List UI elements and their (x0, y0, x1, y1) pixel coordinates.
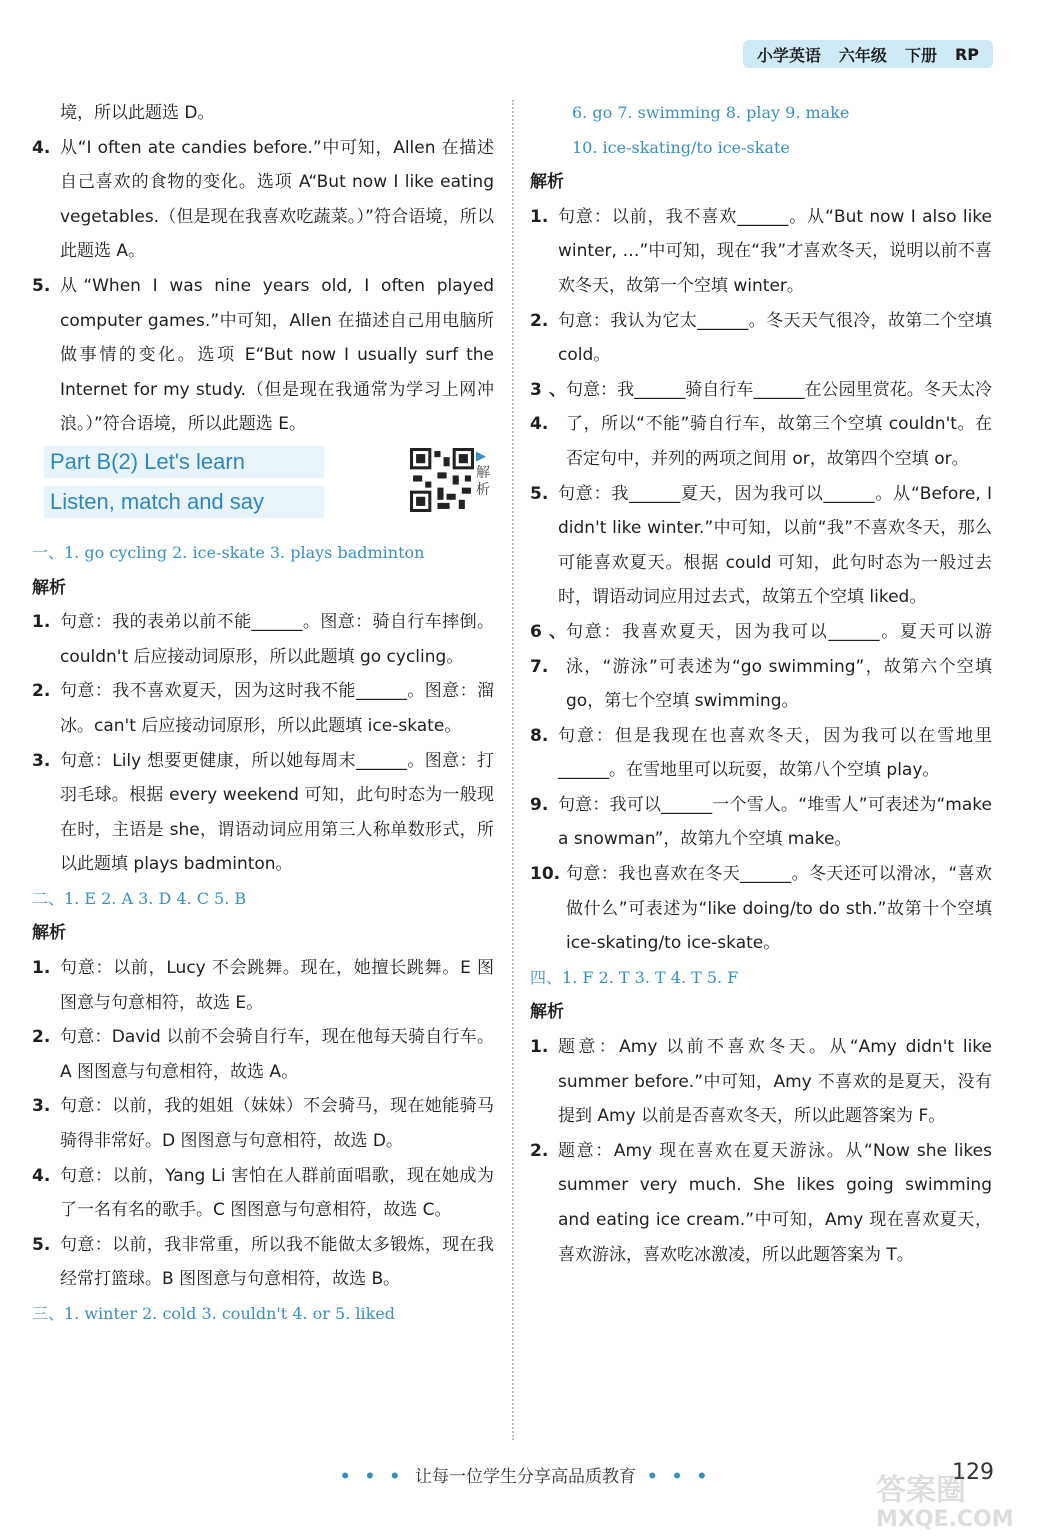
answer-line: 6. go 7. swimming 8. play 9. make (572, 103, 850, 122)
item-number: 5. (530, 483, 549, 504)
analysis-heading: 解析 (530, 1002, 564, 1023)
left-column (32, 96, 494, 1332)
answer-line: 三、1. winter 2. cold 3. couldn't 4. or 5. liked (32, 1304, 396, 1323)
item-number: 2. (530, 1140, 549, 1161)
list-item (530, 788, 992, 857)
item-number: 6、7. (530, 621, 566, 677)
item-text: 句意：我的表弟以前不能______。图意：骑自行车摔倒。couldn't 后应接动词原形，所以此题填 go cycling。 (60, 612, 494, 667)
item-text: 句意：以前，Lucy 不会跳舞。现在，她擅长跳舞。E 图图意与句意相符，故选 E。 (60, 958, 494, 1013)
list-item (32, 674, 494, 743)
list-item (530, 1134, 992, 1272)
list-item (530, 719, 992, 788)
item-text: 从“I often ate candies before.”中可知，Allen 在描述自己喜欢的食物的变化。选项 A“But now I like eating vegetables.（但是现在我喜欢吃蔬菜。）”符合语境，所以此题选 A。 (60, 137, 494, 262)
item-number: 4. (32, 1165, 51, 1186)
column-divider (512, 100, 514, 1440)
list-item (32, 131, 494, 269)
section-title: Part B(2) Let's learn (44, 446, 324, 478)
item-number: 1. (530, 206, 549, 227)
list-item (32, 951, 494, 1020)
item-number: 2. (530, 310, 549, 331)
item-text: 句意：David 以前不会骑自行车，现在他每天骑自行车。A 图图意与句意相符，故选 A。 (60, 1027, 494, 1082)
item-number: 1. (32, 958, 51, 979)
item-number: 2. (32, 681, 51, 702)
answer-line: 一、1. go cycling 2. ice-skate 3. plays badminton (32, 542, 425, 562)
grade-label: 六年级 (838, 45, 887, 65)
item-number: 8. (530, 725, 549, 746)
item-text: 句意：我认为它太______。冬天天气很冷，故第二个空填 cold。 (558, 310, 992, 366)
section-header (32, 444, 494, 532)
item-text: 句意：以前，Yang Li 害怕在人群前面唱歌，现在她成为了一名有名的歌手。C 图图意与句意相符，故选 C。 (60, 1165, 494, 1221)
answer-line: 二、1. E 2. A 3. D 4. C 5. B (32, 888, 247, 908)
item-text: 句意：以前，我非常重，所以我不能做太多锻炼，现在我经常打篮球。B 图图意与句意相符，故选 B。 (60, 1234, 494, 1290)
svg-text:MXQE.COM: MXQE.COM (876, 1507, 1014, 1530)
list-item (530, 857, 992, 961)
continued-text (32, 96, 494, 131)
list-item-text: 境，所以此题选 D。 (60, 103, 215, 123)
item-number: 3、4. (530, 379, 566, 435)
list-item (530, 615, 992, 719)
item-number: 1. (530, 1037, 549, 1058)
item-number: 3. (32, 750, 51, 771)
item-text: 题意：Amy 现在喜欢在夏天游泳。从“Now she likes summer very much. She likes going swimming and eating ice cream.”中可知，Amy 现在喜欢夏天，喜欢游泳，喜欢吃冰激凌，所以此题答案为 T。 (558, 1140, 992, 1265)
item-text: 句意：我______骑自行车______在公园里赏花。冬天太冷了，所以“不能”骑自行车，故第三个空填 couldn't。在否定句中，并列的两项之间用 or，故第四个空填 or。 (566, 379, 992, 469)
item-number: 9. (530, 794, 549, 815)
item-number: 4. (32, 137, 51, 158)
item-text: 句意：我不喜欢夏天，因为这时我不能______。图意：溜冰。can't 后应接动词原形，所以此题填 ice-skate。 (60, 681, 494, 736)
answer-line: 四、1. F 2. T 3. T 4. T 5. F (530, 967, 739, 987)
qr-label-text: 解析 (476, 464, 490, 498)
list-item (530, 200, 992, 304)
item-number: 3. (32, 1096, 51, 1117)
list-item (530, 477, 992, 615)
analysis-heading: 解析 (530, 172, 564, 193)
item-number: 10. (530, 864, 561, 885)
footer-dots-left: • • • (339, 1467, 405, 1487)
right-column (530, 96, 992, 1272)
item-text: 句意：以前，我不喜欢______。从“But now I also like winter, …”中可知，现在“我”才喜欢冬天，说明以前不喜欢冬天，故第一个空填 winter。 (558, 206, 992, 296)
list-item (32, 1159, 494, 1228)
analysis-heading: 解析 (32, 923, 66, 944)
watermark-logo (872, 1466, 1042, 1530)
item-text: 句意：我可以______一个雪人。“堆雪人”可表述为“make a snowman”，故第九个空填 make。 (558, 794, 992, 850)
header-tag (743, 40, 993, 68)
list-item (32, 1020, 494, 1089)
edition-label: RP (954, 44, 979, 64)
list-item (32, 269, 494, 442)
list-item (32, 1089, 494, 1158)
item-number: 1. (32, 612, 51, 633)
play-icon: ▶ (476, 448, 486, 464)
item-text: 句意：以前，我的姐姐（妹妹）不会骑马，现在她能骑马骑得非常好。D 图图意与句意相符，故选 D。 (60, 1096, 494, 1152)
volume-label: 下册 (904, 45, 937, 65)
item-text: 句意：我______夏天，因为我可以______。从“Before, I didn't like winter.”中可知，以前“我”不喜欢冬天，那么可能喜欢夏天。根据 could 可知，此句时态为一般过去时，谓语动词应用过去式，故第五个空填 liked。 (558, 483, 992, 608)
list-item (530, 373, 992, 477)
item-text: 句意：但是我现在也喜欢冬天，因为我可以在雪地里______。在雪地里可以玩耍，故第八个空填 play。 (558, 725, 992, 781)
item-text: 句意：我喜欢夏天，因为我可以______。夏天可以游泳，“游泳”可表述为“go swimming”，故第六个空填 go，第七个空填 swimming。 (566, 621, 992, 712)
list-item (32, 605, 494, 674)
footer-slogan: 让每一位学生分享高品质教育 (415, 1467, 636, 1487)
list-item (530, 1030, 992, 1134)
section-subtitle: Listen, match and say (44, 486, 324, 518)
item-text: 句意：我也喜欢在冬天______。冬天还可以滑冰，“喜欢做什么”可表述为“like doing/to do sth.”故第十个空填 ice-skating/to ice-skate。 (566, 864, 992, 954)
answer-line: 10. ice-skating/to ice-skate (572, 137, 790, 157)
qr-code-icon[interactable] (410, 448, 474, 512)
svg-text:答案圈: 答案圈 (876, 1473, 966, 1508)
footer-dots-right: • • • (646, 1467, 712, 1487)
item-number: 5. (32, 1234, 51, 1255)
page-number: 129 (952, 1460, 994, 1485)
item-text: 从“When I was nine years old, I often played computer games.”中可知，Allen 在描述自己用电脑所做事情的变化。选项 E“But now I usually surf the Internet for my study.（但是现在我通常为学习上网冲浪。）”符合语境，所以此题选 E。 (60, 275, 494, 435)
list-item (32, 1228, 494, 1297)
subject-label: 小学英语 (756, 45, 821, 65)
item-number: 5. (32, 275, 51, 296)
qr-caption (476, 448, 492, 499)
item-number: 2. (32, 1027, 51, 1048)
list-item (32, 744, 494, 882)
analysis-heading: 解析 (32, 577, 66, 598)
list-item (530, 304, 992, 373)
item-text: 句意：Lily 想要更健康，所以她每周末______。图意：打羽毛球。根据 every weekend 可知，此句时态为一般现在时，主语是 she，谓语动词应用第三人称单数形式，所以此题填 plays badminton。 (60, 750, 494, 875)
item-text: 题意：Amy 以前不喜欢冬天。从“Amy didn't like summer before.”中可知，Amy 不喜欢的是夏天，没有提到 Amy 以前是否喜欢冬天，所以此题答案为 F。 (558, 1037, 992, 1127)
